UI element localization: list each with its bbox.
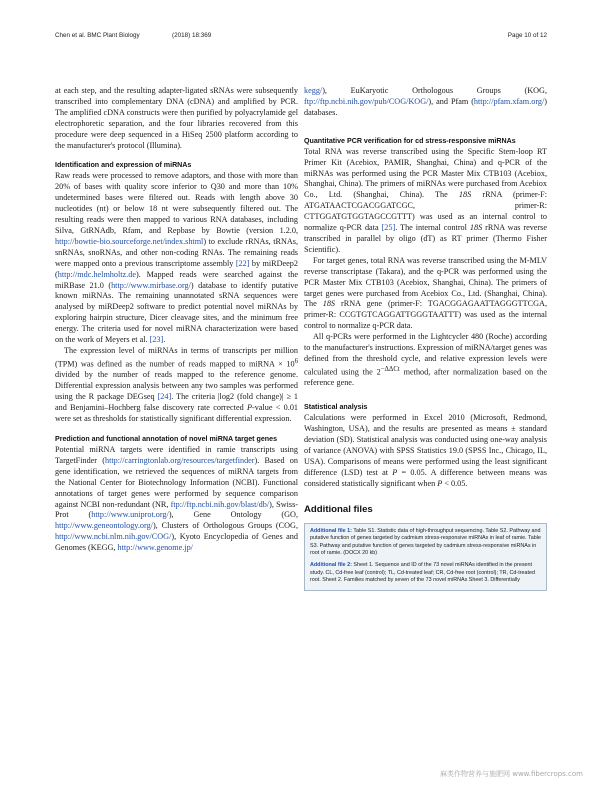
running-header-volume [172,32,211,39]
section-heading-identification: Identification and expression of miRNAs [55,161,192,170]
additional-files-heading: Additional files [304,503,373,515]
paragraph-qpcr-mirna: Total RNA was reverse transcribed using the Specific Stem-loop RT Primer Kit (Acebiox, PAMIR, Shanghai, China) and q-PCR of the miRNAs was performed using the PCR Master Mix CTB103 (Acebiox, Shanghai, China). The primers of miRNAs were purchased from Acebiox Co., Ltd. (Shanghai, China). The 18S rRNA (primer-F: ATGATAACTCGACGGATCGC, primer-R: CTTGGATGTGGTAGCCGTTT) was used as an internal control to normalize q-PCR data [25]. The internal control 18S rRNA was reverse transcribed in parallel by oligo (dT) as RT primer (Thermo Fisher Scientific). [304,146,547,254]
additional-file-1: Additional file 1: Table S1. Statistic data of high-throughput sequencing. Table S2. Pathway and putative function of genes targeted by cadmium stress-responsive miRNAs in leaf of ramie. Table S3. Pathway and putative function of genes targeted by cadmium stress-responsive miRNAs in root of ramie. (DOCX 20 kb) [310,527,541,556]
paragraph-target-prediction: Potential miRNA targets were identified in ramie transcripts using TargetFinder (http://carringtonlab.org/resources/targetfinder). Based on gene identification, we retrieved the sequences of miRNA targets from the National Center for Biotechnology Information (NCBI). Functional annotations of target genes were performed by sequence comparison against NCBI non-redundant (NR, ftp://ftp.ncbi.nih.gov/blast/db/), Swiss-Prot (http://www.uniprot.org/), Gene Ontology (GO, http://www.geneontology.org/), Clusters of Orthologous Groups (COG, http://www.ncbi.nlm.nih.gov/COG/), Kyoto Encyclopedia of Genes and Genomes (KEGG, http://www.genome.jp/ [55,445,299,553]
link-targetfinder[interactable]: http://carringtonlab.org/resources/targetfinder [105,455,255,465]
paragraph-database-continuation: kegg/), EuKaryotic Orthologous Groups (KOG, ftp://ftp.ncbi.nih.gov/pub/COG/KOG/), and Pfam (http://pfam.xfam.org/) databases. [304,86,547,117]
additional-files-box [304,523,547,591]
paragraph-qpcr-targets: For target genes, total RNA was reverse transcribed using the M-MLV reverse transcriptase (Takara), and the q-PCR was performed using the PCR Master Mix CTB103 (Acebiox, Shanghai, China). The primers of target genes were purchased from Acebiox Co., Ltd. (Shanghai, China). The 18S rRNA gene (primer-F: TGACGGAGAATTAGGGTTCGA, primer-R: CCGTGTCAGGATTGGGTAATTT) was used as the internal control to normalize q-PCR data. [304,255,548,331]
paragraph-library-prep: at each step, and the resulting adapter-ligated sRNAs were subsequently transcribed into complementary DNA (cDNA) and amplified by PCR. The amplified cDNA constructs were then purified by polyacrylamide gel electrophoretic separation, and the four libraries recovered from this procedure were deep sequenced in a HiSeq 2500 platform according to the manufacturer's protocol (Illumina). [55,86,298,150]
additional-file-1-link[interactable]: Additional file 1: [310,527,352,534]
paragraph-expression-level: The expression level of miRNAs in terms of transcripts per million (TPM) was defined as the number of reads mapped to miRNA × $10^6$ divided by the number of reads mapped to the reference genome. Differential expression analysis between any two samples was performed using the R package DEGseq [24]. The criteria |log2 (fold change)| ≥ 1 and Benjamini–Hochberg false discovery rate corrected P-value < 0.01 were set as thresholds for statistically significant differential expression. [55,345,299,424]
additional-file-2-link[interactable]: Additional file 2: [310,562,352,569]
link-uniprot[interactable]: http://www.uniprot.org/ [91,510,169,520]
journal-name: Chen et al. BMC Plant Biology [55,32,140,39]
page-number [508,32,547,39]
link-ncbi-blast[interactable]: ftp://ftp.ncbi.nih.gov/blast/db/ [170,499,270,509]
link-mirbase[interactable]: http://www.mirbase.org/ [111,280,191,290]
link-kegg[interactable]: http://www.genome.jp/ [117,543,193,553]
journal-volume: (2018) 18:369 [172,32,212,39]
right-column [304,86,547,591]
link-geneontology[interactable]: http://www.geneontology.org/ [55,521,153,531]
running-header-journal [55,32,140,39]
citation-23[interactable]: [23] [149,335,164,345]
link-kegg-continued[interactable]: kegg/ [304,86,323,95]
left-column [55,86,298,554]
citation-24[interactable]: [24] [157,392,172,402]
additional-file-2: Additional file 2: Sheet 1. Sequence and ID of the 73 novel miRNAs identified in the present study. CL, Cd-free leaf (control); TL, Cd-treated leaf; CR, Cd-free root (control); TR, Cd-treated root. Sheet 2. Families matched by seven of the 73 novel miRNAs Sheet 3. Differentially [310,562,535,584]
paragraph-qpcr-lightcycler: All q-PCRs were performed in the Lightcycler 480 (Roche) according to the manufacturer's instructions. Expression of miRNA/target genes was defined from the threshold cycle, and relative expression levels were calculated using the $2^{-\Delta\Delta Ct}$ method, after normalization based on the reference gene. [304,332,547,388]
page-number-text: Page 10 of 12 [507,32,547,39]
paragraph-statistics: Calculations were performed in Excel 2010 (Microsoft, Redmond, Washington, USA), and the results are presented as means ± standard deviation (SD). Statistical analysis was conducted using one-way analysis of variance (ANOVA) with SPSS Statistics 19.0 (SPSS Inc., Chicago, IL, USA). Comparisons of means were performed using the least significant difference (LSD) test at P = 0.05. A difference between means was considered statistically significant when P < 0.05. [304,413,547,488]
link-kog[interactable]: ftp://ftp.ncbi.nih.gov/pub/COG/KOG/ [304,96,429,106]
link-cog[interactable]: http://www.ncbi.nlm.nih.gov/COG/ [55,532,172,542]
link-bowtie[interactable]: http://bowtie-bio.sourceforge.net/index.shtml [55,236,204,246]
watermark: 麻类作物营养与施肥网 www.fibercrops.com [440,770,583,778]
citation-22[interactable]: [22] [235,258,250,268]
section-heading-prediction: Prediction and functional annotation of novel miRNA target genes [55,435,278,444]
citation-25[interactable]: [25] [381,223,396,233]
link-pfam[interactable]: http://pfam.xfam.org/ [473,96,545,106]
section-heading-statistics: Statistical analysis [304,403,368,412]
link-mdc[interactable]: http://mdc.helmholtz.de [57,269,136,279]
section-heading-qpcr: Quantitative PCR verification for cd stress-responsive miRNAs [304,136,516,145]
paragraph-read-processing: Raw reads were processed to remove adaptors, and those with more than 20% of bases with quality score inferior to Q30 and more than 10% undetermined bases were filtered out. Reads with length above 30 nucleotides (nt) or below 18 nt were subsequently filtered out. The resulting reads were then mapped to various RNA databases, including Silva, GtRNAdb, Rfam, and Repbase by Bowtie (version 1.2.0, http://bowtie-bio.sourceforge.net/index.shtml) to exclude rRNAs, tRNAs, snRNAs, snoRNAs, and other non-coding RNAs. The remaining reads were mapped onto a previous transcriptome assembly [22] by miRDeep2 (http://mdc.helmholtz.de). Mapped reads were searched against the miRBase 21.0 (http://www.mirbase.org/) database to identify putative known miRNAs. The remaining unannotated sRNA sequences were analysed by miRDeep2 software to predict potential novel miRNAs by exploring hairpin structure, Dicer cleavage sites, and the minimum free energy. The criteria used for novel miRNA characterization were based on the work of Meyers et al. [23]. [55,171,299,345]
